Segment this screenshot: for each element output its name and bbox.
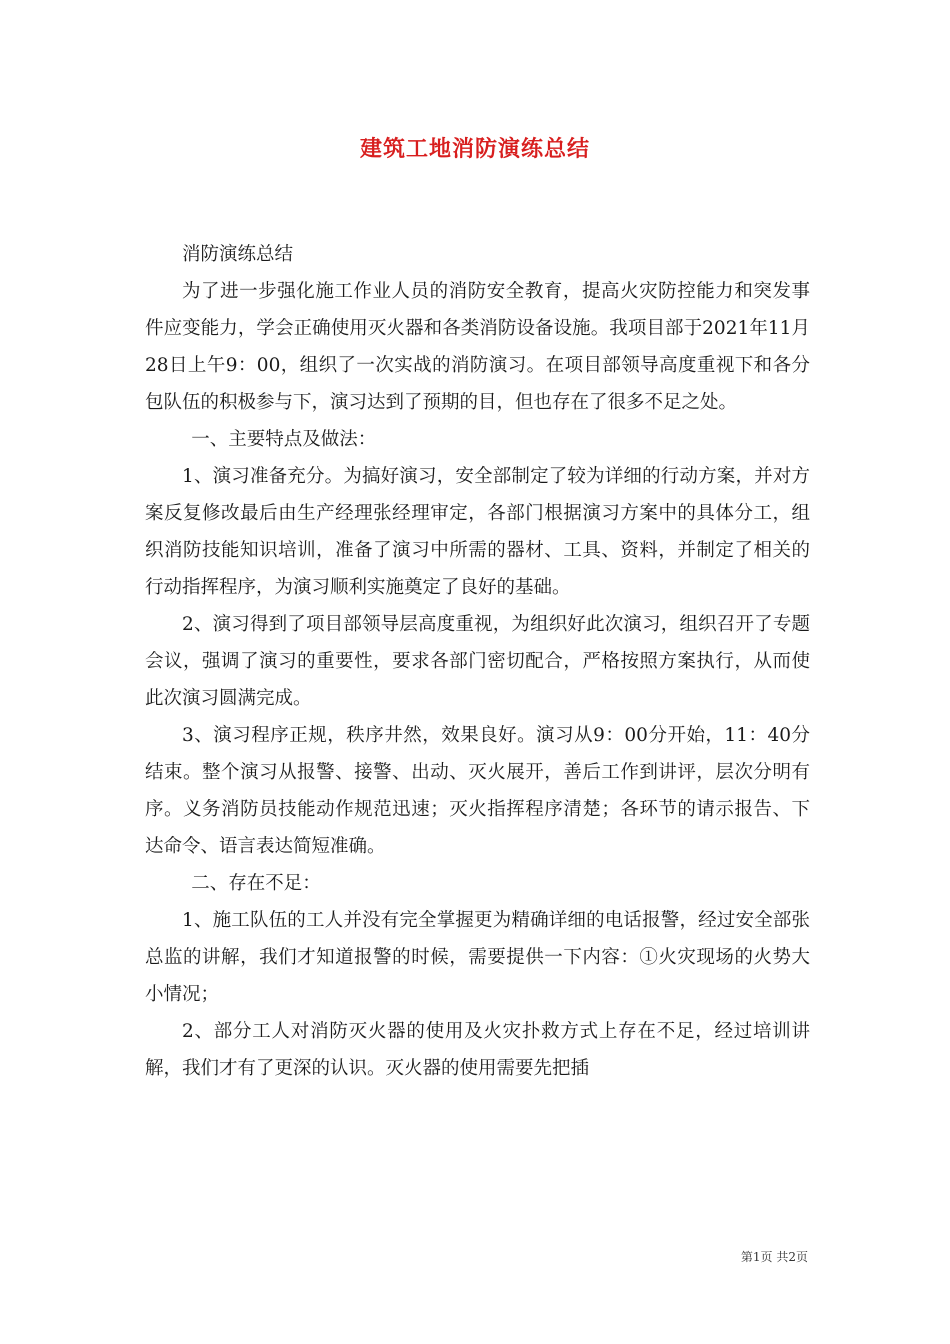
section-heading-shortcomings: 二、存在不足：: [191, 873, 321, 894]
footer-current-page: 1: [752, 1250, 761, 1264]
footer-suffix: 页: [795, 1250, 808, 1264]
paragraph-shortcoming-1: 1、施工队伍的工人并没有完全掌握更为精确详细的电话报警，经过安全部张总监的讲解，我们才知道报警的时候，需要提供一下内容：①火灾现场的火势大小情况；: [145, 910, 810, 1005]
footer-prefix: 第: [740, 1250, 753, 1264]
paragraph-shortcoming-2: 2、部分工人对消防灭火器的使用及火灾扑救方式上存在不足，经过培训讲解，我们才有了更深的认识。灭火器的使用需要先把插: [145, 1021, 810, 1079]
paragraph-subtitle: 消防演练总结: [182, 244, 294, 265]
footer-total-pages: 2: [788, 1250, 796, 1264]
footer-mid: 页 共: [760, 1250, 789, 1264]
page-number-footer: [0, 1248, 808, 1265]
document-title: 建筑工地消防演练总结: [359, 137, 590, 162]
paragraph-intro: 为了进一步强化施工作业人员的消防安全教育，提高火灾防控能力和突发事件应变能力，学会正确使用灭火器和各类消防设备设施。我项目部于2021年11月28日上午9：00，组织了一次实战的消防演习。在项目部领导高度重视下和各分包队伍的积极参与下，演习达到了预期的目，但也存在了很多不足之处。: [145, 281, 810, 413]
document-body: [145, 236, 810, 1087]
paragraph-feature-3: 3、演习程序正规，秩序井然，效果良好。演习从9：00分开始，11：40分结束。整个演习从报警、接警、出动、灭火展开，善后工作到讲评，层次分明有序。义务消防员技能动作规范迅速；灭火指挥程序清楚；各环节的请示报告、下达命令、语言表达简短准确。: [145, 725, 810, 857]
section-heading-features: 一、主要特点及做法：: [191, 429, 377, 450]
paragraph-feature-1: 1、演习准备充分。为搞好演习，安全部制定了较为详细的行动方案，并对方案反复修改最后由生产经理张经理审定，各部门根据演习方案中的具体分工，组织消防技能知识培训，准备了演习中所需的器材、工具、资料，并制定了相关的行动指挥程序，为演习顺利实施奠定了良好的基础。: [145, 466, 810, 598]
paragraph-feature-2: 2、演习得到了项目部领导层高度重视，为组织好此次演习，组织召开了专题会议，强调了演习的重要性，要求各部门密切配合，严格按照方案执行，从而使此次演习圆满完成。: [145, 614, 810, 709]
